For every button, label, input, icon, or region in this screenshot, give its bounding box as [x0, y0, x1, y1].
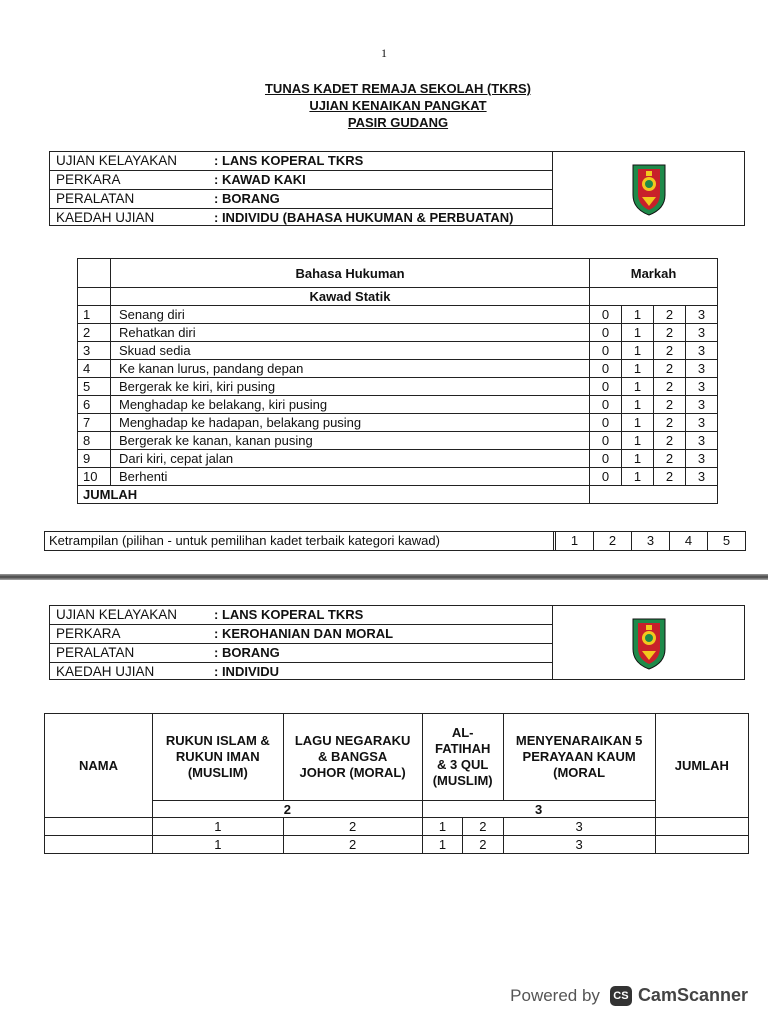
score-option[interactable]: 3: [686, 306, 718, 324]
row-number: 4: [78, 360, 111, 378]
score-option[interactable]: 0: [590, 378, 622, 396]
info-value: : LANS KOPERAL TKRS: [214, 607, 364, 622]
info-value: : LANS KOPERAL TKRS: [214, 153, 364, 168]
score-cell[interactable]: 1: [153, 836, 284, 854]
camscanner-logo: [610, 985, 748, 1006]
info-row: [50, 663, 552, 681]
info-value: : KAWAD KAKI: [214, 172, 306, 187]
info-value: : BORANG: [214, 645, 280, 660]
score-option[interactable]: 0: [590, 468, 622, 486]
info-row: [50, 606, 552, 625]
johor-emblem-icon: [630, 615, 668, 671]
info-key: KAEDAH UJIAN: [56, 664, 155, 679]
score-option[interactable]: 2: [654, 432, 686, 450]
name-cell[interactable]: [45, 836, 153, 854]
score-cell[interactable]: 1: [422, 818, 462, 836]
score-option[interactable]: 3: [686, 432, 718, 450]
row-command: Senang diri: [111, 306, 590, 324]
score-cell[interactable]: 2: [463, 818, 503, 836]
table-row: [78, 342, 718, 360]
section-no: [78, 288, 111, 306]
kawad-table: [77, 258, 718, 504]
score-cell[interactable]: 1: [422, 836, 462, 854]
info-key: PERKARA: [56, 172, 121, 187]
total-label: JUMLAH: [78, 486, 590, 504]
emblem-container: [553, 606, 744, 679]
row-number: 3: [78, 342, 111, 360]
score-cell[interactable]: 2: [283, 818, 422, 836]
table-row: [78, 432, 718, 450]
header-no: [78, 259, 111, 288]
score-option[interactable]: 1: [622, 324, 654, 342]
page-divider: [0, 574, 768, 580]
score-option[interactable]: 2: [654, 378, 686, 396]
section-marks: [590, 288, 718, 306]
skill-option[interactable]: 2: [594, 532, 632, 550]
score-option[interactable]: 3: [686, 450, 718, 468]
score-option[interactable]: 0: [590, 360, 622, 378]
row-command: Skuad sedia: [111, 342, 590, 360]
emblem-container: [553, 152, 744, 225]
score-option[interactable]: 0: [590, 432, 622, 450]
camscanner-brand: CamScanner: [637, 985, 748, 1005]
info-key: KAEDAH UJIAN: [56, 210, 155, 225]
score-option[interactable]: 1: [622, 342, 654, 360]
info-key: UJIAN KELAYAKAN: [56, 607, 178, 622]
score-option[interactable]: 3: [686, 360, 718, 378]
header-lagu: LAGU NEGARAKU & BANGSA JOHOR (MORAL): [283, 714, 422, 801]
score-option[interactable]: 0: [590, 450, 622, 468]
row-command: Dari kiri, cepat jalan: [111, 450, 590, 468]
score-option[interactable]: 0: [590, 306, 622, 324]
table-row: [78, 306, 718, 324]
camscanner-icon: CS: [610, 986, 632, 1006]
total-cell[interactable]: [655, 818, 748, 836]
name-cell[interactable]: [45, 818, 153, 836]
row-command: Ke kanan lurus, pandang depan: [111, 360, 590, 378]
total-cell[interactable]: [655, 836, 748, 854]
skill-option[interactable]: 3: [632, 532, 670, 550]
row-number: 6: [78, 396, 111, 414]
score-option[interactable]: 2: [654, 324, 686, 342]
info-value: : KEROHANIAN DAN MORAL: [214, 626, 394, 641]
header-alfatihah: AL-FATIHAH & 3 QUL (MUSLIM): [422, 714, 503, 801]
header-nama: NAMA: [45, 714, 153, 818]
section-title: Kawad Statik: [111, 288, 590, 306]
document-header: [0, 80, 768, 131]
score-option[interactable]: 1: [622, 450, 654, 468]
row-command: Bergerak ke kanan, kanan pusing: [111, 432, 590, 450]
header-rukun: RUKUN ISLAM & RUKUN IMAN (MUSLIM): [153, 714, 284, 801]
info-box-moral: [49, 605, 745, 680]
moral-table: [44, 713, 749, 854]
info-row: [50, 625, 552, 644]
scanner-watermark: [510, 985, 748, 1006]
info-row: [50, 171, 552, 190]
score-option[interactable]: 0: [590, 396, 622, 414]
total-value[interactable]: [590, 486, 718, 504]
info-row: [50, 190, 552, 209]
skill-row: [44, 531, 746, 551]
info-row: [50, 209, 552, 227]
info-value: : INDIVIDU: [214, 664, 279, 679]
info-row: [50, 152, 552, 171]
table-row: [78, 450, 718, 468]
score-option[interactable]: 3: [686, 414, 718, 432]
group-label-a: 2: [153, 801, 423, 818]
group-label-b: 3: [422, 801, 655, 818]
score-option[interactable]: 2: [654, 450, 686, 468]
header-line1: TUNAS KADET REMAJA SEKOLAH (TKRS): [264, 81, 532, 96]
score-cell[interactable]: 2: [463, 836, 503, 854]
score-option[interactable]: 2: [654, 360, 686, 378]
row-number: 10: [78, 468, 111, 486]
score-option[interactable]: 2: [654, 468, 686, 486]
table-row: [45, 818, 749, 836]
score-option[interactable]: 0: [590, 414, 622, 432]
table-row: [78, 468, 718, 486]
johor-emblem-icon: [630, 161, 668, 217]
info-key: PERALATAN: [56, 191, 135, 206]
score-option[interactable]: 3: [686, 324, 718, 342]
skill-option[interactable]: 4: [670, 532, 708, 550]
info-key: UJIAN KELAYAKAN: [56, 153, 178, 168]
score-option[interactable]: 3: [686, 468, 718, 486]
score-option[interactable]: 0: [590, 342, 622, 360]
header-marks: Markah: [590, 259, 718, 288]
info-value: : INDIVIDU (BAHASA HUKUMAN & PERBUATAN): [214, 210, 514, 225]
score-option[interactable]: 3: [686, 342, 718, 360]
powered-by-text: Powered by: [510, 985, 600, 1005]
score-option[interactable]: 1: [622, 306, 654, 324]
row-command: Bergerak ke kiri, kiri pusing: [111, 378, 590, 396]
row-number: 2: [78, 324, 111, 342]
header-perayaan: MENYENARAIKAN 5 PERAYAAN KAUM (MORAL: [503, 714, 655, 801]
score-option[interactable]: 3: [686, 396, 718, 414]
info-key: PERALATAN: [56, 645, 135, 660]
row-number: 9: [78, 450, 111, 468]
info-key: PERKARA: [56, 626, 121, 641]
table-row: [78, 360, 718, 378]
score-option[interactable]: 1: [622, 468, 654, 486]
score-option[interactable]: 2: [654, 342, 686, 360]
score-option[interactable]: 1: [622, 396, 654, 414]
row-command: Menghadap ke hadapan, belakang pusing: [111, 414, 590, 432]
table-row: [78, 324, 718, 342]
score-cell[interactable]: 3: [503, 836, 655, 854]
info-value: : BORANG: [214, 191, 280, 206]
info-box-kawad: [49, 151, 745, 226]
score-option[interactable]: 3: [686, 378, 718, 396]
page-number: 1: [381, 46, 387, 60]
table-row: [78, 378, 718, 396]
info-row: [50, 644, 552, 663]
table-row: [78, 414, 718, 432]
score-cell[interactable]: 2: [283, 836, 422, 854]
score-cell[interactable]: 3: [503, 818, 655, 836]
row-number: 5: [78, 378, 111, 396]
table-row: [45, 836, 749, 854]
score-option[interactable]: 2: [654, 306, 686, 324]
header-line3: PASIR GUDANG: [347, 115, 449, 130]
score-cell[interactable]: 1: [153, 818, 284, 836]
skill-label: Ketrampilan (pilihan - untuk pemilihan kadet terbaik kategori kawad): [45, 532, 554, 550]
score-option[interactable]: 0: [590, 324, 622, 342]
row-number: 7: [78, 414, 111, 432]
row-number: 8: [78, 432, 111, 450]
score-option[interactable]: 1: [622, 378, 654, 396]
row-number: 1: [78, 306, 111, 324]
header-command: Bahasa Hukuman: [111, 259, 590, 288]
row-command: Menghadap ke belakang, kiri pusing: [111, 396, 590, 414]
score-option[interactable]: 2: [654, 396, 686, 414]
header-jumlah: JUMLAH: [655, 714, 748, 818]
row-command: Rehatkan diri: [111, 324, 590, 342]
score-option[interactable]: 2: [654, 414, 686, 432]
score-option[interactable]: 1: [622, 360, 654, 378]
row-command: Berhenti: [111, 468, 590, 486]
score-option[interactable]: 1: [622, 432, 654, 450]
skill-option[interactable]: 5: [722, 533, 731, 548]
skill-option[interactable]: 1: [555, 532, 594, 550]
table-row: [78, 396, 718, 414]
header-line2: UJIAN KENAIKAN PANGKAT: [309, 98, 487, 113]
score-option[interactable]: 1: [622, 414, 654, 432]
